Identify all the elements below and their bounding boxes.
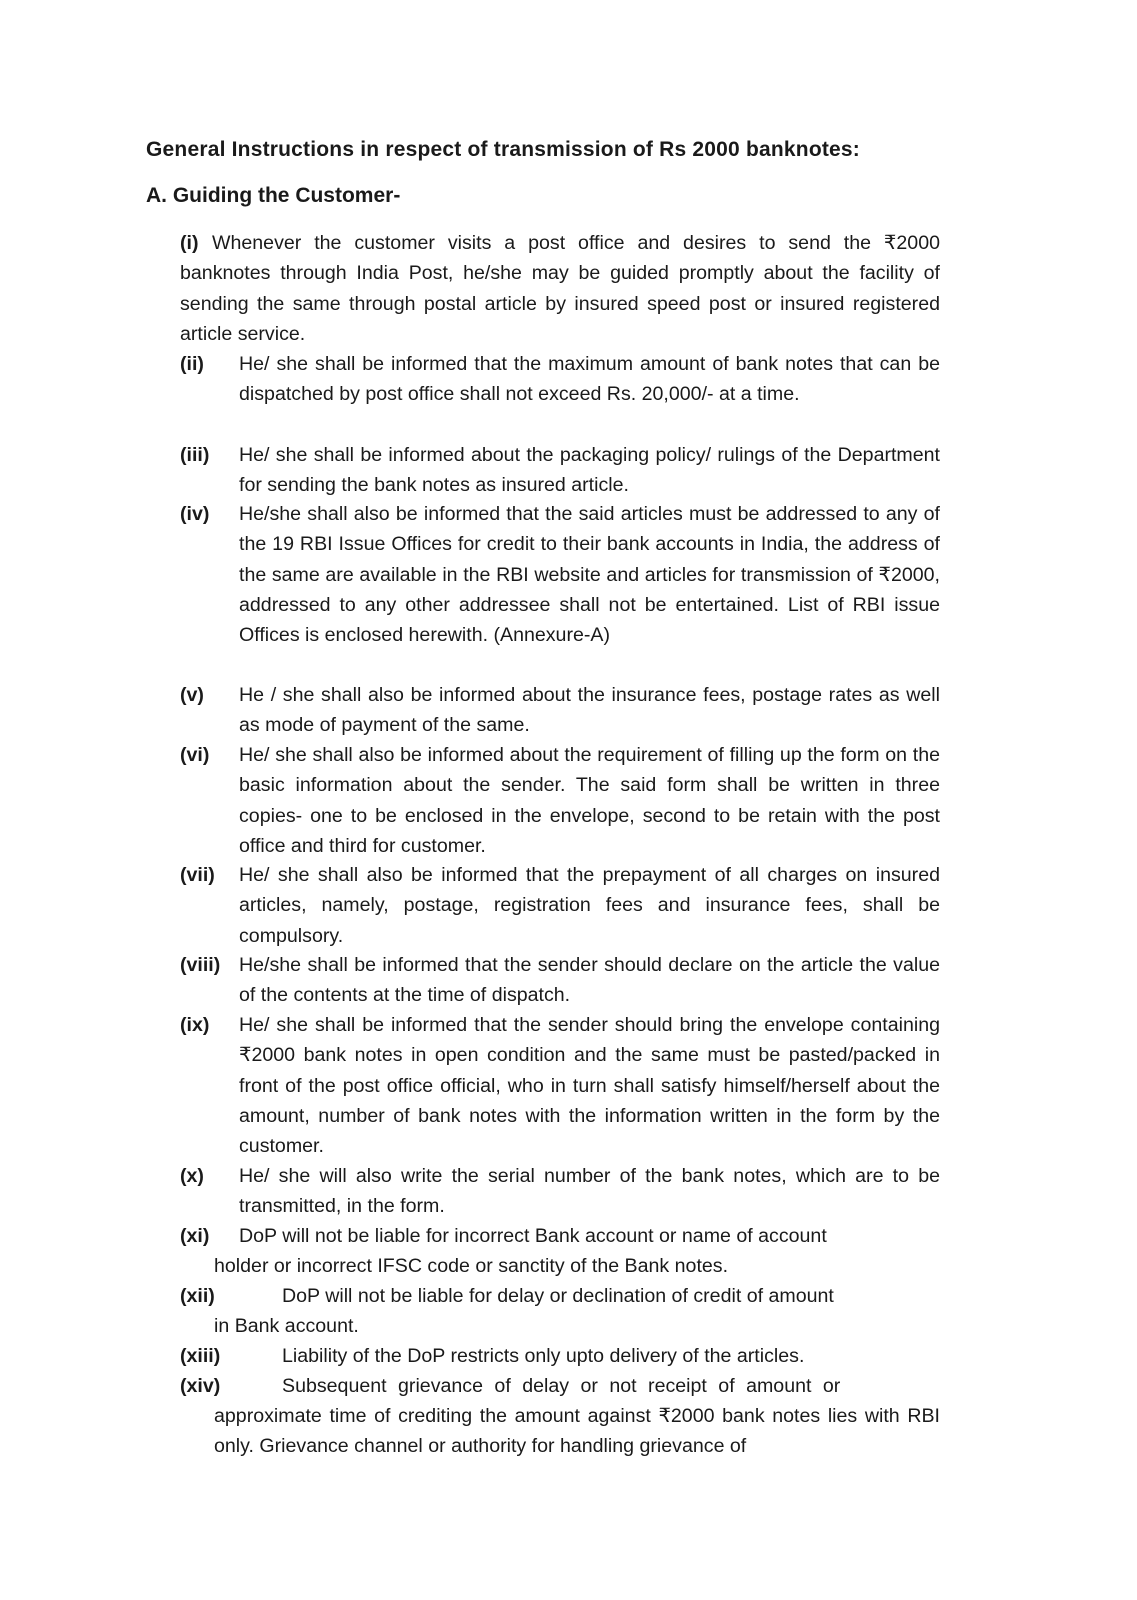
item-number: (xiv) (180, 1375, 221, 1397)
item-number: (ix) (180, 1014, 210, 1036)
item-number: (ii) (180, 353, 204, 375)
item-number: (viii) (180, 954, 221, 976)
item-text: DoP will not be liable for incorrect Bank account or name of account (239, 1225, 827, 1247)
item-number: (xii) (180, 1285, 215, 1307)
item-text-continued: holder or incorrect IFSC code or sanctity of the Bank notes. (214, 1255, 729, 1277)
item-number: (i) (180, 232, 199, 254)
item-text: Whenever the customer visits a post office and desires to send the ₹2000 banknotes through India Post, he/she may be guided promptly about the facility of sending the same through postal article by insured speed post or insured registered article service. (180, 232, 940, 345)
item-text: Subsequent grievance of delay or not receipt of amount or (282, 1375, 841, 1397)
item-text: He/ she shall be informed that the sender should bring the envelope containing ₹2000 bank notes in open condition and the same must be pasted/packed in front of the post office official, who in turn shall satisfy himself/herself about the amount, number of bank notes with the information written in the form by the customer. (239, 1014, 940, 1158)
item-text: He/ she shall also be informed that the prepayment of all charges on insured articles, namely, postage, registration fees and insurance fees, shall be compulsory. (239, 864, 940, 947)
section-heading: A. Guiding the Customer- (146, 184, 401, 207)
item-text: He/ she shall be informed about the packaging policy/ rulings of the Department for sending the bank notes as insured article. (239, 444, 940, 497)
item-text: He / she shall also be informed about the insurance fees, postage rates as well as mode of payment of the same. (239, 684, 940, 737)
item-text: He/ she will also write the serial number of the bank notes, which are to be transmitted, in the form. (239, 1165, 940, 1218)
item-text: He/ she shall be informed that the maximum amount of bank notes that can be dispatched by post office shall not exceed Rs. 20,000/- at a time. (239, 353, 940, 406)
item-number: (iv) (180, 503, 210, 525)
item-number: (xi) (180, 1225, 210, 1247)
item-number: (vii) (180, 864, 215, 886)
item-number: (vi) (180, 744, 210, 766)
item-number: (xiii) (180, 1345, 221, 1367)
item-number: (x) (180, 1165, 204, 1187)
item-text: Liability of the DoP restricts only upto delivery of the articles. (282, 1345, 805, 1367)
page-title: General Instructions in respect of transmission of Rs 2000 banknotes: (146, 138, 860, 161)
item-text: He/ she shall also be informed about the requirement of filling up the form on the basic information about the sender. The said form shall be written in three copies- one to be enclosed in the envelope, second to be retain with the post office and third for customer. (239, 744, 940, 857)
item-text: He/she shall also be informed that the said articles must be addressed to any of the 19 RBI Issue Offices for credit to their bank accounts in India, the address of the same are available in the RBI website and articles for transmission of ₹2000, addressed to any other addressee shall not be entertained. List of RBI issue Offices is enclosed herewith. (Annexure-A) (239, 503, 940, 647)
item-text-continued: in Bank account. (214, 1315, 359, 1337)
item-text: He/she shall be informed that the sender should declare on the article the value of the contents at the time of dispatch. (239, 954, 940, 1007)
item-number: (v) (180, 684, 204, 706)
item-text: DoP will not be liable for delay or declination of credit of amount (282, 1285, 834, 1307)
item-number: (iii) (180, 444, 210, 466)
item-text-continued: approximate time of crediting the amount against ₹2000 bank notes lies with RBI only. Grievance channel or authority for handling grievance of (214, 1405, 940, 1458)
